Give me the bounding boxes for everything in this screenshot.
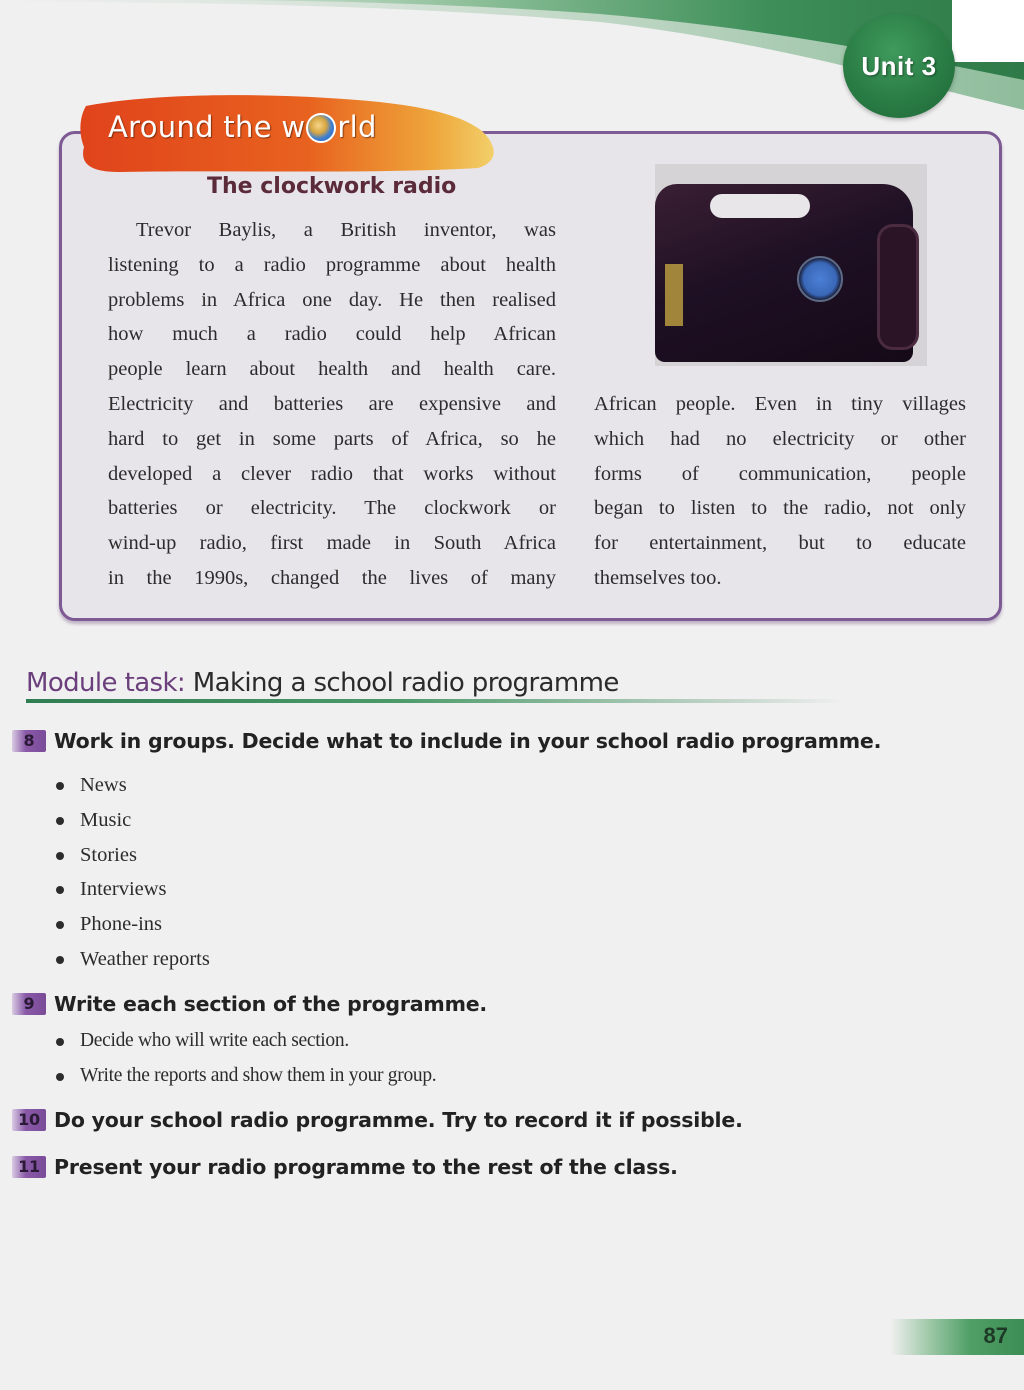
list-item: News: [54, 768, 210, 803]
unit-badge: [843, 14, 955, 118]
task-8-options: [54, 768, 210, 977]
heading-underline: [26, 699, 846, 703]
text-line: themselves too.: [594, 566, 722, 589]
text-line: people learn about health and health care.: [108, 358, 556, 381]
text-line: African people. Even in tiny villages: [594, 393, 966, 415]
task-number-badge: 10: [12, 1109, 46, 1131]
list-item: Stories: [54, 838, 210, 873]
text-line: Electricity and batteries are expensive and: [108, 392, 556, 415]
list-item: Write the reports and show them in your group.: [54, 1059, 436, 1094]
radio-photo: [655, 164, 927, 366]
radio-panel: [665, 264, 683, 326]
page-number: 87: [983, 1323, 1008, 1348]
unit-label: Unit 3: [861, 50, 937, 81]
radio-dial-icon: [797, 256, 843, 302]
text-line: listening to a radio programme about health: [108, 253, 556, 276]
task-10: [12, 1108, 743, 1132]
text-line: which had no electricity or other: [594, 427, 966, 450]
banner-text-part1: Around the w: [108, 110, 306, 144]
text-line: forms of communication, people: [594, 462, 966, 485]
task-instruction: Do your school radio programme. Try to record it if possible.: [54, 1108, 743, 1132]
corner-blank: [952, 0, 1024, 62]
task-instruction: Write each section of the programme.: [54, 992, 488, 1016]
task-11: [12, 1155, 678, 1179]
task-9: [12, 992, 487, 1016]
text-line: in the 1990s, changed the lives of many: [108, 566, 556, 589]
text-line: hard to get in some parts of Africa, so he: [108, 427, 556, 450]
article-title: The clockwork radio: [207, 174, 457, 199]
article-right-column: [594, 387, 966, 596]
list-item: Weather reports: [54, 942, 210, 977]
radio-crank: [877, 224, 919, 350]
radio-body: [655, 184, 913, 362]
text-line: Trevor Baylis, a British inventor, was: [136, 219, 556, 241]
banner-title: [108, 110, 377, 144]
task-instruction: Work in groups. Decide what to include in your school radio programme.: [54, 729, 882, 753]
text-line: how much a radio could help African: [108, 323, 556, 346]
radio-handle: [710, 194, 810, 218]
article-left-column: [108, 213, 556, 596]
text-line: problems in Africa one day. He then realised: [108, 288, 556, 311]
text-line: began to listen to the radio, not only: [594, 497, 966, 520]
around-the-world-banner: [78, 92, 508, 172]
text-line: batteries or electricity. The clockwork or: [108, 497, 556, 520]
task-number-badge: 11: [12, 1156, 46, 1178]
module-task-label: Module task:: [26, 668, 186, 698]
list-item: Interviews: [54, 872, 210, 907]
task-8: [12, 729, 881, 753]
task-9-steps: [54, 1024, 436, 1094]
list-item: Phone-ins: [54, 907, 210, 942]
text-line: wind-up radio, first made in South Africa: [108, 532, 556, 555]
list-item: Decide who will write each section.: [54, 1024, 436, 1059]
task-number-badge: 8: [12, 730, 46, 752]
text-line: for entertainment, but to educate: [594, 532, 966, 555]
list-item: Music: [54, 803, 210, 838]
page-number-tab: [890, 1319, 1024, 1355]
globe-icon: [306, 113, 336, 143]
banner-text-part2: rld: [337, 110, 377, 144]
task-number-badge: 9: [12, 993, 46, 1015]
module-task-heading: [26, 668, 619, 698]
text-line: developed a clever radio that works without: [108, 462, 556, 485]
module-task-title: Making a school radio programme: [185, 668, 619, 698]
task-instruction: Present your radio programme to the rest of the class.: [54, 1155, 678, 1179]
